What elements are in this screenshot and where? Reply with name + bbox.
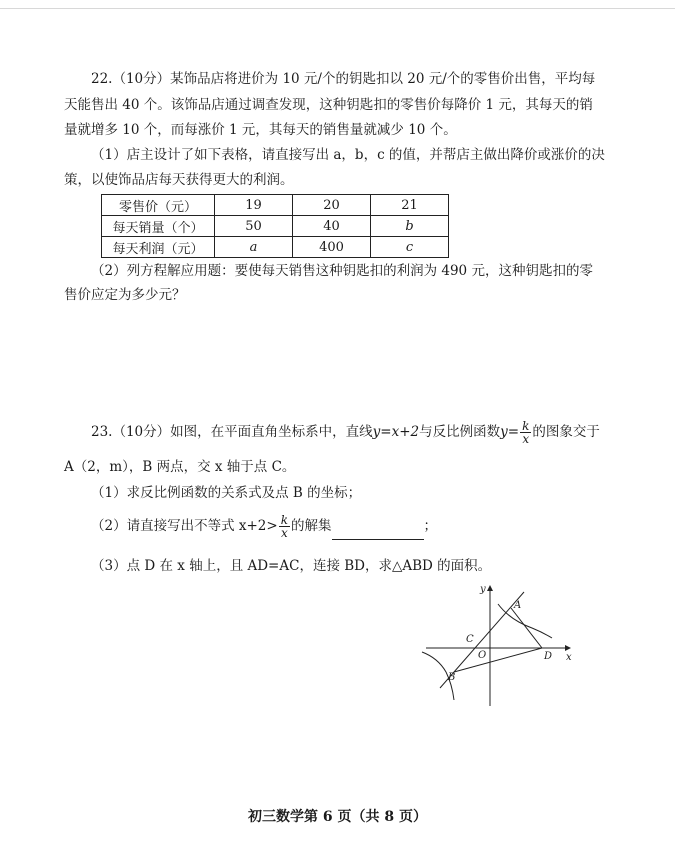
table-cell: 400 bbox=[293, 237, 371, 258]
price-sales-table bbox=[101, 194, 449, 258]
coordinate-figure bbox=[420, 580, 580, 710]
table-cell: a bbox=[215, 237, 293, 258]
label-c: C bbox=[466, 634, 474, 645]
q22-part2-line-1: （2）列方程解应用题：要使每天销售这种钥匙扣的利润为 490 元，这种钥匙扣的零 bbox=[91, 263, 593, 279]
q23-line-2: A（2，m），B 两点，交 x 轴于点 C。 bbox=[64, 459, 296, 475]
table-cell: 50 bbox=[215, 216, 293, 237]
table-cell: c bbox=[371, 237, 449, 258]
q23-sub2-text: ； bbox=[423, 518, 437, 534]
hyperbola-branch-q1 bbox=[498, 604, 552, 638]
fraction-denominator: x bbox=[522, 432, 530, 446]
q23-line1-text: 23.（10分）如图，在平面直角坐标系中，直线 bbox=[91, 424, 373, 440]
table-row bbox=[102, 216, 449, 237]
q23-sub-2 bbox=[91, 512, 437, 540]
q22-line-1: 22.（10分）某饰品店将进价为 10 元/个的钥匙扣以 20 元/个的零售价出售，平均每 bbox=[91, 71, 596, 87]
q23-sub-1: （1）求反比例函数的关系式及点 B 的坐标； bbox=[91, 485, 362, 501]
segment-ad bbox=[511, 608, 542, 648]
table-row bbox=[102, 237, 449, 258]
table-cell: 21 bbox=[371, 195, 449, 216]
table-cell: 40 bbox=[293, 216, 371, 237]
q22-part2-line-2: 售价应定为多少元？ bbox=[64, 287, 186, 303]
table-cell: 每天利润（元） bbox=[102, 237, 215, 258]
table-cell: 零售价（元） bbox=[102, 195, 215, 216]
table-cell: 19 bbox=[215, 195, 293, 216]
q23-line1-text: 的图象交于 bbox=[532, 424, 600, 440]
fraction-numerator: k bbox=[522, 419, 530, 433]
q23-sub2-text: （2）请直接写出不等式 x+2> bbox=[91, 518, 278, 534]
label-a: A bbox=[514, 600, 522, 611]
line-equation: y=x+2 bbox=[372, 424, 420, 440]
table-cell: b bbox=[371, 216, 449, 237]
table-cell: 20 bbox=[293, 195, 371, 216]
fraction-numerator: k bbox=[280, 513, 288, 527]
q23-sub-3: （3）点 D 在 x 轴上，且 AD=AC，连接 BD，求△ABD 的面积。 bbox=[91, 558, 492, 574]
segment-bd bbox=[454, 648, 542, 672]
q22-line-2: 天能售出 40 个。该饰品店通过调查发现，这种钥匙扣的零售价每降价 1 元，其每天的销 bbox=[64, 97, 593, 113]
q22-part1-line-1: （1）店主设计了如下表格，请直接写出 a，b，c 的值，并帮店主做出降价或涨价的决 bbox=[91, 147, 605, 163]
y-equals: y= bbox=[500, 424, 520, 440]
q23-line-1 bbox=[91, 418, 600, 446]
label-x: x bbox=[566, 652, 572, 663]
q23-line1-text: 与反比例函数 bbox=[419, 424, 501, 440]
table-cell: 每天销量（个） bbox=[102, 216, 215, 237]
answer-blank bbox=[332, 525, 424, 540]
page-footer: 初三数学第 6 页（共 8 页） bbox=[248, 809, 427, 825]
q22-part1-line-2: 策，以使饰品店每天获得更大的利润。 bbox=[64, 172, 294, 188]
label-b: B bbox=[448, 672, 456, 683]
table-row bbox=[102, 195, 449, 216]
fraction-k-over-x bbox=[520, 420, 531, 445]
label-d: D bbox=[544, 651, 553, 662]
top-rule bbox=[0, 8, 675, 9]
q22-line-3: 量就增多 10 个，而每涨价 1 元，其每天的销售量就减少 10 个。 bbox=[64, 122, 457, 138]
fraction-k-over-x bbox=[279, 514, 290, 539]
label-y: y bbox=[480, 584, 486, 595]
fraction-denominator: x bbox=[280, 526, 288, 540]
q23-sub2-text: 的解集 bbox=[291, 518, 332, 534]
label-o: O bbox=[478, 650, 487, 661]
